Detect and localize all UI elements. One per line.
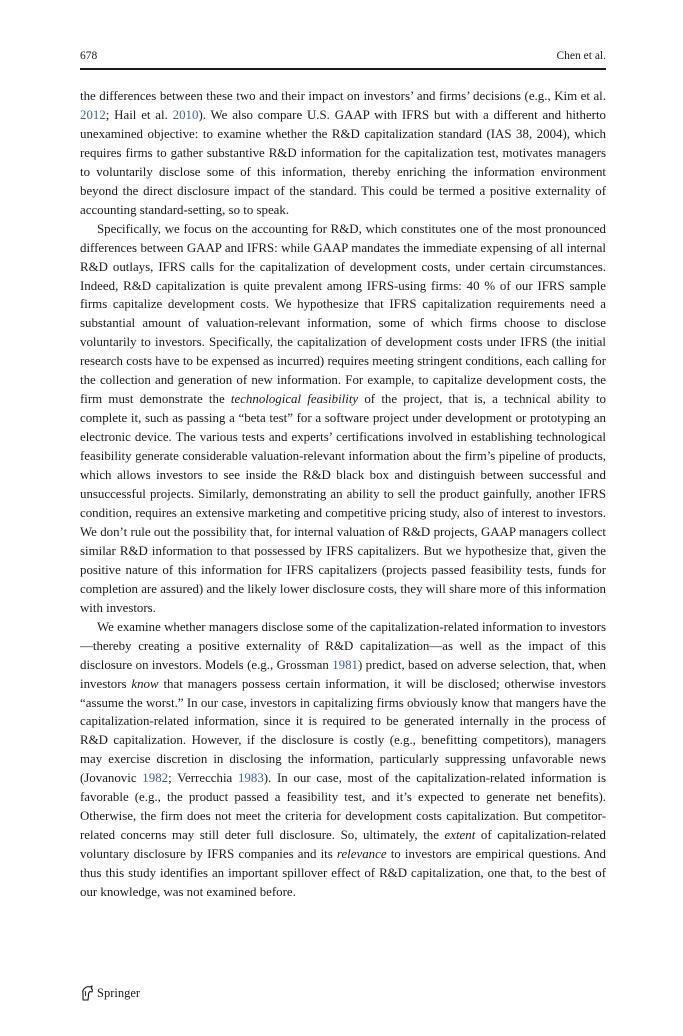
text-run: that managers possess certain information, it will be disclosed; otherwise investors “assume the worst.” In our case, investors in capitalizing firms obviously know that mangers have the capitalization-related information, since it is required to be generated internally in the process of R&D capitalization. However, if the disclosure is costly (e.g., benefitting competitors), managers may exercise discretion in disclosing the information, particularly suppressing unfavorable news (Jovanovic [80, 676, 606, 786]
springer-horse-icon [80, 985, 94, 1001]
header-rule [80, 68, 606, 70]
page-footer [80, 983, 140, 1003]
emphasis-text: know [131, 676, 159, 691]
text-run: the differences between these two and their impact on investors’ and firms’ decisions (e.g., Kim et al. [80, 89, 606, 103]
text-run: Specifically, we focus on the accounting for R&D, which constitutes one of the most pronounced differences between GAAP and IFRS: while GAAP mandates the immediate expensing of all internal R&D outlays, IFRS calls for the capitalization of development costs, under certain circumstances. Indeed, R&D capitalization is quite prevalent among IFRS-using firms: 40 % of our IFRS sample firms capitalize development costs. We hypothesize that IFRS capitalization requirements need a substantial amount of valuation-relevant information, some of which firms choose to disclose voluntarily to investors. Specifically, the capitalization of development costs under IFRS (the initial research costs have to be expensed as incurred) requires meeting stringent conditions, each calling for the collection and generation of new information. For example, to capitalize development costs, the firm must demonstrate the [80, 221, 606, 407]
publisher-name: Springer [97, 985, 141, 1000]
text-run: to investors are empirical questions. And thus this study identifies an important spillover effect of R&D capitalization, one that, to the best of our knowledge, was not examined before. [80, 847, 606, 900]
page-number: 678 [80, 50, 98, 62]
citation-link[interactable]: 2012 [80, 107, 106, 122]
citation-link[interactable]: 1982 [142, 771, 169, 786]
running-head: Chen et al. [556, 50, 606, 62]
paragraph-2 [80, 220, 606, 618]
paragraph-3 [80, 618, 606, 902]
emphasis-text: relevance [336, 847, 387, 862]
citation-link[interactable]: 2010 [172, 107, 199, 122]
text-run: ; Verrecchia [168, 771, 238, 786]
paragraph-1 [80, 87, 606, 220]
citation-link[interactable]: 1981 [332, 657, 358, 672]
page-header [80, 50, 606, 68]
text-run: ). In our case, most of the capitalization-related information is favorable (e.g., the product passed a feasibility test, and it’s expected to generate net benefits). Otherwise, the firm does not meet the criteria for development costs capitalization. But competitor-related concerns may still deter full disclosure. So, ultimately, the [80, 771, 606, 843]
text-run: We examine whether managers disclose some of the capitalization-related information to investors—thereby creating a positive externality of R&D capitalization—as well as the impact of this disclosure on investors. Models (e.g., Grossman [80, 619, 606, 672]
citation-link[interactable]: 1983 [237, 771, 264, 786]
text-run: of capitalization-related voluntary disclosure by IFRS companies and its [80, 828, 606, 862]
body-text [80, 87, 606, 902]
text-run: ). We also compare U.S. GAAP with IFRS but with a different and hitherto unexamined objective: to examine whether the R&D capitalization standard (IAS 38, 2004), which requires firms to gather substantive R&D information for the capitalization test, motivates managers to voluntarily disclose some of this information, thereby enriching the information environment beyond the direct disclosure impact of the standard. This could be termed a positive externality of accounting standard-setting, so to speak. [80, 107, 606, 217]
text-run: of the project, that is, a technical ability to complete it, such as passing a “beta test” for a software project under development or prototyping an electronic device. The various tests and experts’ certifications involved in establishing technological feasibility generate considerable valuation-relevant information about the firm’s pipeline of products, which allows investors to see inside the R&D black box and distinguish between successful and unsuccessful projects. Similarly, demonstrating an ability to sell the product gainfully, another IFRS condition, requires an extensive marketing and competitive pricing study, also of interest to investors. We don’t rule out the possibility that, for internal valuation of R&D projects, GAAP managers collect similar R&D information to that possessed by IFRS capitalizers. But we hypothesize that, given the positive nature of this information for IFRS capitalizers (projects passed feasibility tests, funds for completion are assured) and the likely lower disclosure costs, they will share more of this information with investors. [80, 392, 606, 615]
emphasis-text: extent [444, 828, 476, 843]
text-run: ) predict, based on adverse selection, that, when investors [80, 657, 606, 691]
emphasis-text: technological feasibility [230, 392, 359, 407]
text-run: ; Hail et al. [105, 107, 173, 122]
